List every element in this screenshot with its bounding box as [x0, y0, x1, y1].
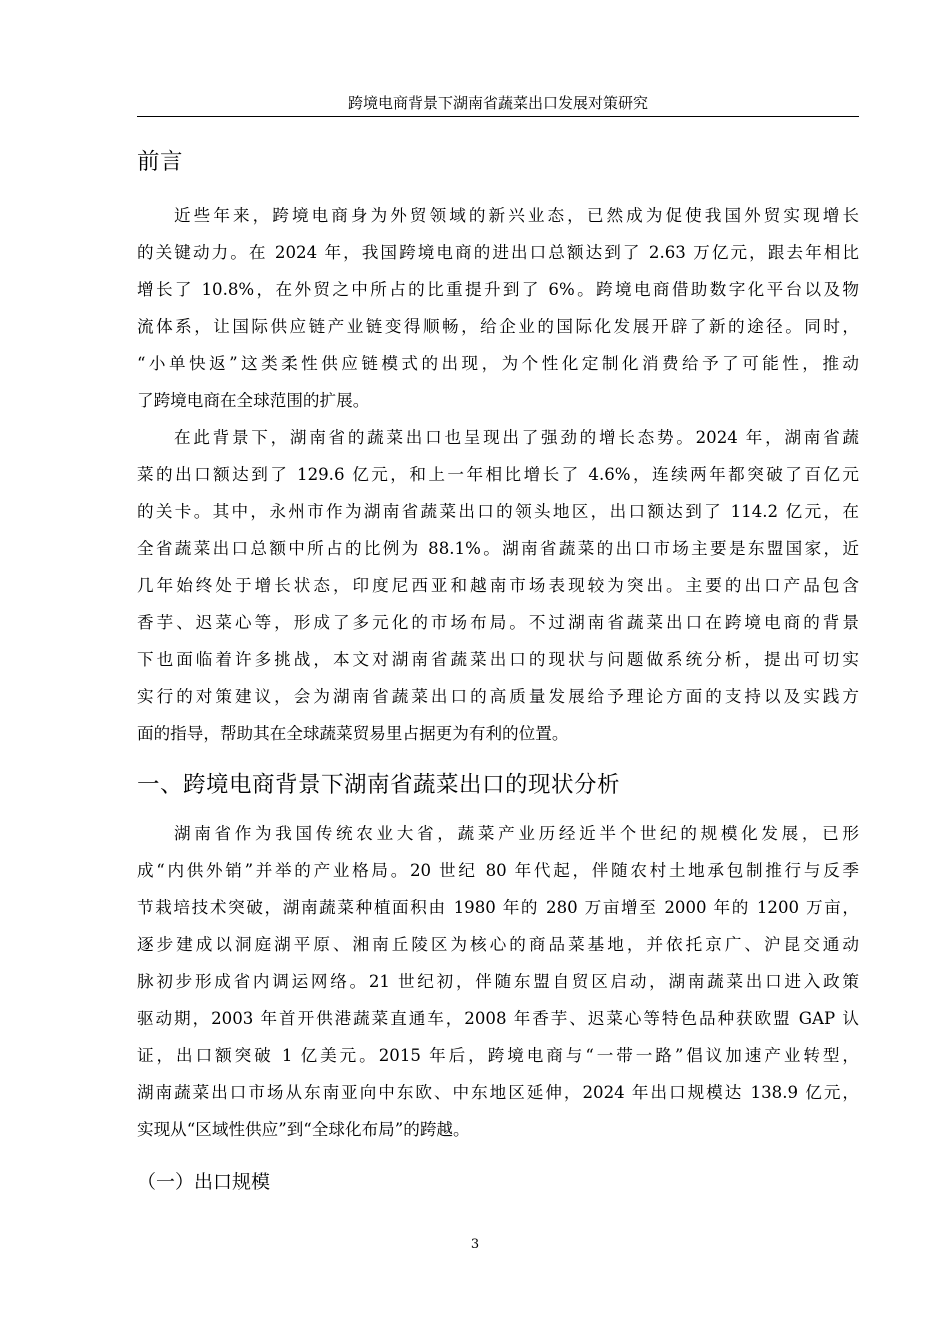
- text-line: 实现从“区域性供应”到“全球化布局”的跨越。: [137, 1120, 470, 1139]
- text-line: 几年始终处于增长状态，印度尼西亚和越南市场表现较为突出。主要的出口产品包含: [137, 576, 859, 595]
- running-header-title: 跨境电商背景下湖南省蔬菜出口发展对策研究: [347, 94, 648, 112]
- text-line: 香芋、迟菜心等，形成了多元化的市场布局。不过湖南省蔬菜出口在跨境电商的背景: [137, 613, 859, 632]
- text-line: 脉初步形成省内调运网络。21 世纪初，伴随东盟自贸区启动，湖南蔬菜出口进入政策: [137, 972, 859, 991]
- text-line: 了跨境电商在全球范围的扩展。: [137, 391, 370, 410]
- text-line: 湖南蔬菜出口市场从东南亚向中东欧、中东地区延伸，2024 年出口规模达 138.9 亿元，: [137, 1083, 859, 1102]
- text-line: 菜的出口额达到了 129.6 亿元，和上一年相比增长了 4.6%，连续两年都突破了百亿元: [137, 465, 859, 484]
- text-line: 下也面临着许多挑战，本文对湖南省蔬菜出口的现状与问题做系统分析，提出可切实: [137, 650, 859, 669]
- text-line: 的关卡。其中，永州市作为湖南省蔬菜出口的领头地区，出口额达到了 114.2 亿元，在: [137, 502, 859, 521]
- text-line: 实行的对策建议，会为湖南省蔬菜出口的高质量发展给予理论方面的支持以及实践方: [137, 687, 859, 706]
- text-line: 面的指导，帮助其在全球蔬菜贸易里占据更为有利的位置。: [137, 724, 569, 743]
- text-line: 近些年来，跨境电商身为外贸领域的新兴业态，已然成为促使我国外贸实现增长: [174, 206, 859, 225]
- running-header: [137, 90, 859, 117]
- text-line: 的关键动力。在 2024 年，我国跨境电商的进出口总额达到了 2.63 万亿元，跟去年相比: [137, 243, 859, 262]
- text-line: “小单快返”这类柔性供应链模式的出现，为个性化定制化消费给予了可能性，推动: [137, 354, 859, 373]
- text-line: 证，出口额突破 1 亿美元。2015 年后，跨境电商与“一带一路”倡议加速产业转型，: [137, 1046, 859, 1065]
- text-line: 增长了 10.8%，在外贸之中所占的比重提升到了 6%。跨境电商借助数字化平台以及物: [137, 280, 859, 299]
- preface-heading: 前言: [137, 149, 184, 175]
- text-line: 节栽培技术突破，湖南蔬菜种植面积由 1980 年的 280 万亩增至 2000 年的 1200 万亩，: [137, 898, 859, 917]
- preface-paragraph-1: [137, 197, 859, 419]
- section-1-heading: 一、跨境电商背景下湖南省蔬菜出口的现状分析: [137, 772, 621, 798]
- preface-paragraph-2: [137, 419, 859, 752]
- text-line: 在此背景下，湖南省的蔬菜出口也呈现出了强劲的增长态势。2024 年，湖南省蔬: [174, 428, 859, 447]
- text-line: 成“内供外销”并举的产业格局。20 世纪 80 年代起，伴随农村土地承包制推行与反季: [137, 861, 859, 880]
- text-line: 驱动期，2003 年首开供港蔬菜直通车，2008 年香芋、迟菜心等特色品种获欧盟 GAP 认: [137, 1009, 859, 1028]
- page-number: 3: [470, 1237, 480, 1252]
- text-line: 全省蔬菜出口总额中所占的比例为 88.1%。湖南省蔬菜的出口市场主要是东盟国家，近: [137, 539, 859, 558]
- text-line: 逐步建成以洞庭湖平原、湘南丘陵区为核心的商品菜基地，并依托京广、沪昆交通动: [137, 935, 859, 954]
- text-line: 流体系，让国际供应链产业链变得顺畅，给企业的国际化发展开辟了新的途径。同时，: [137, 317, 859, 336]
- text-line: 湖南省作为我国传统农业大省，蔬菜产业历经近半个世纪的规模化发展，已形: [174, 824, 859, 843]
- subsection-1-heading: （一）出口规模: [137, 1171, 271, 1193]
- section-1-paragraph-1: [137, 815, 859, 1148]
